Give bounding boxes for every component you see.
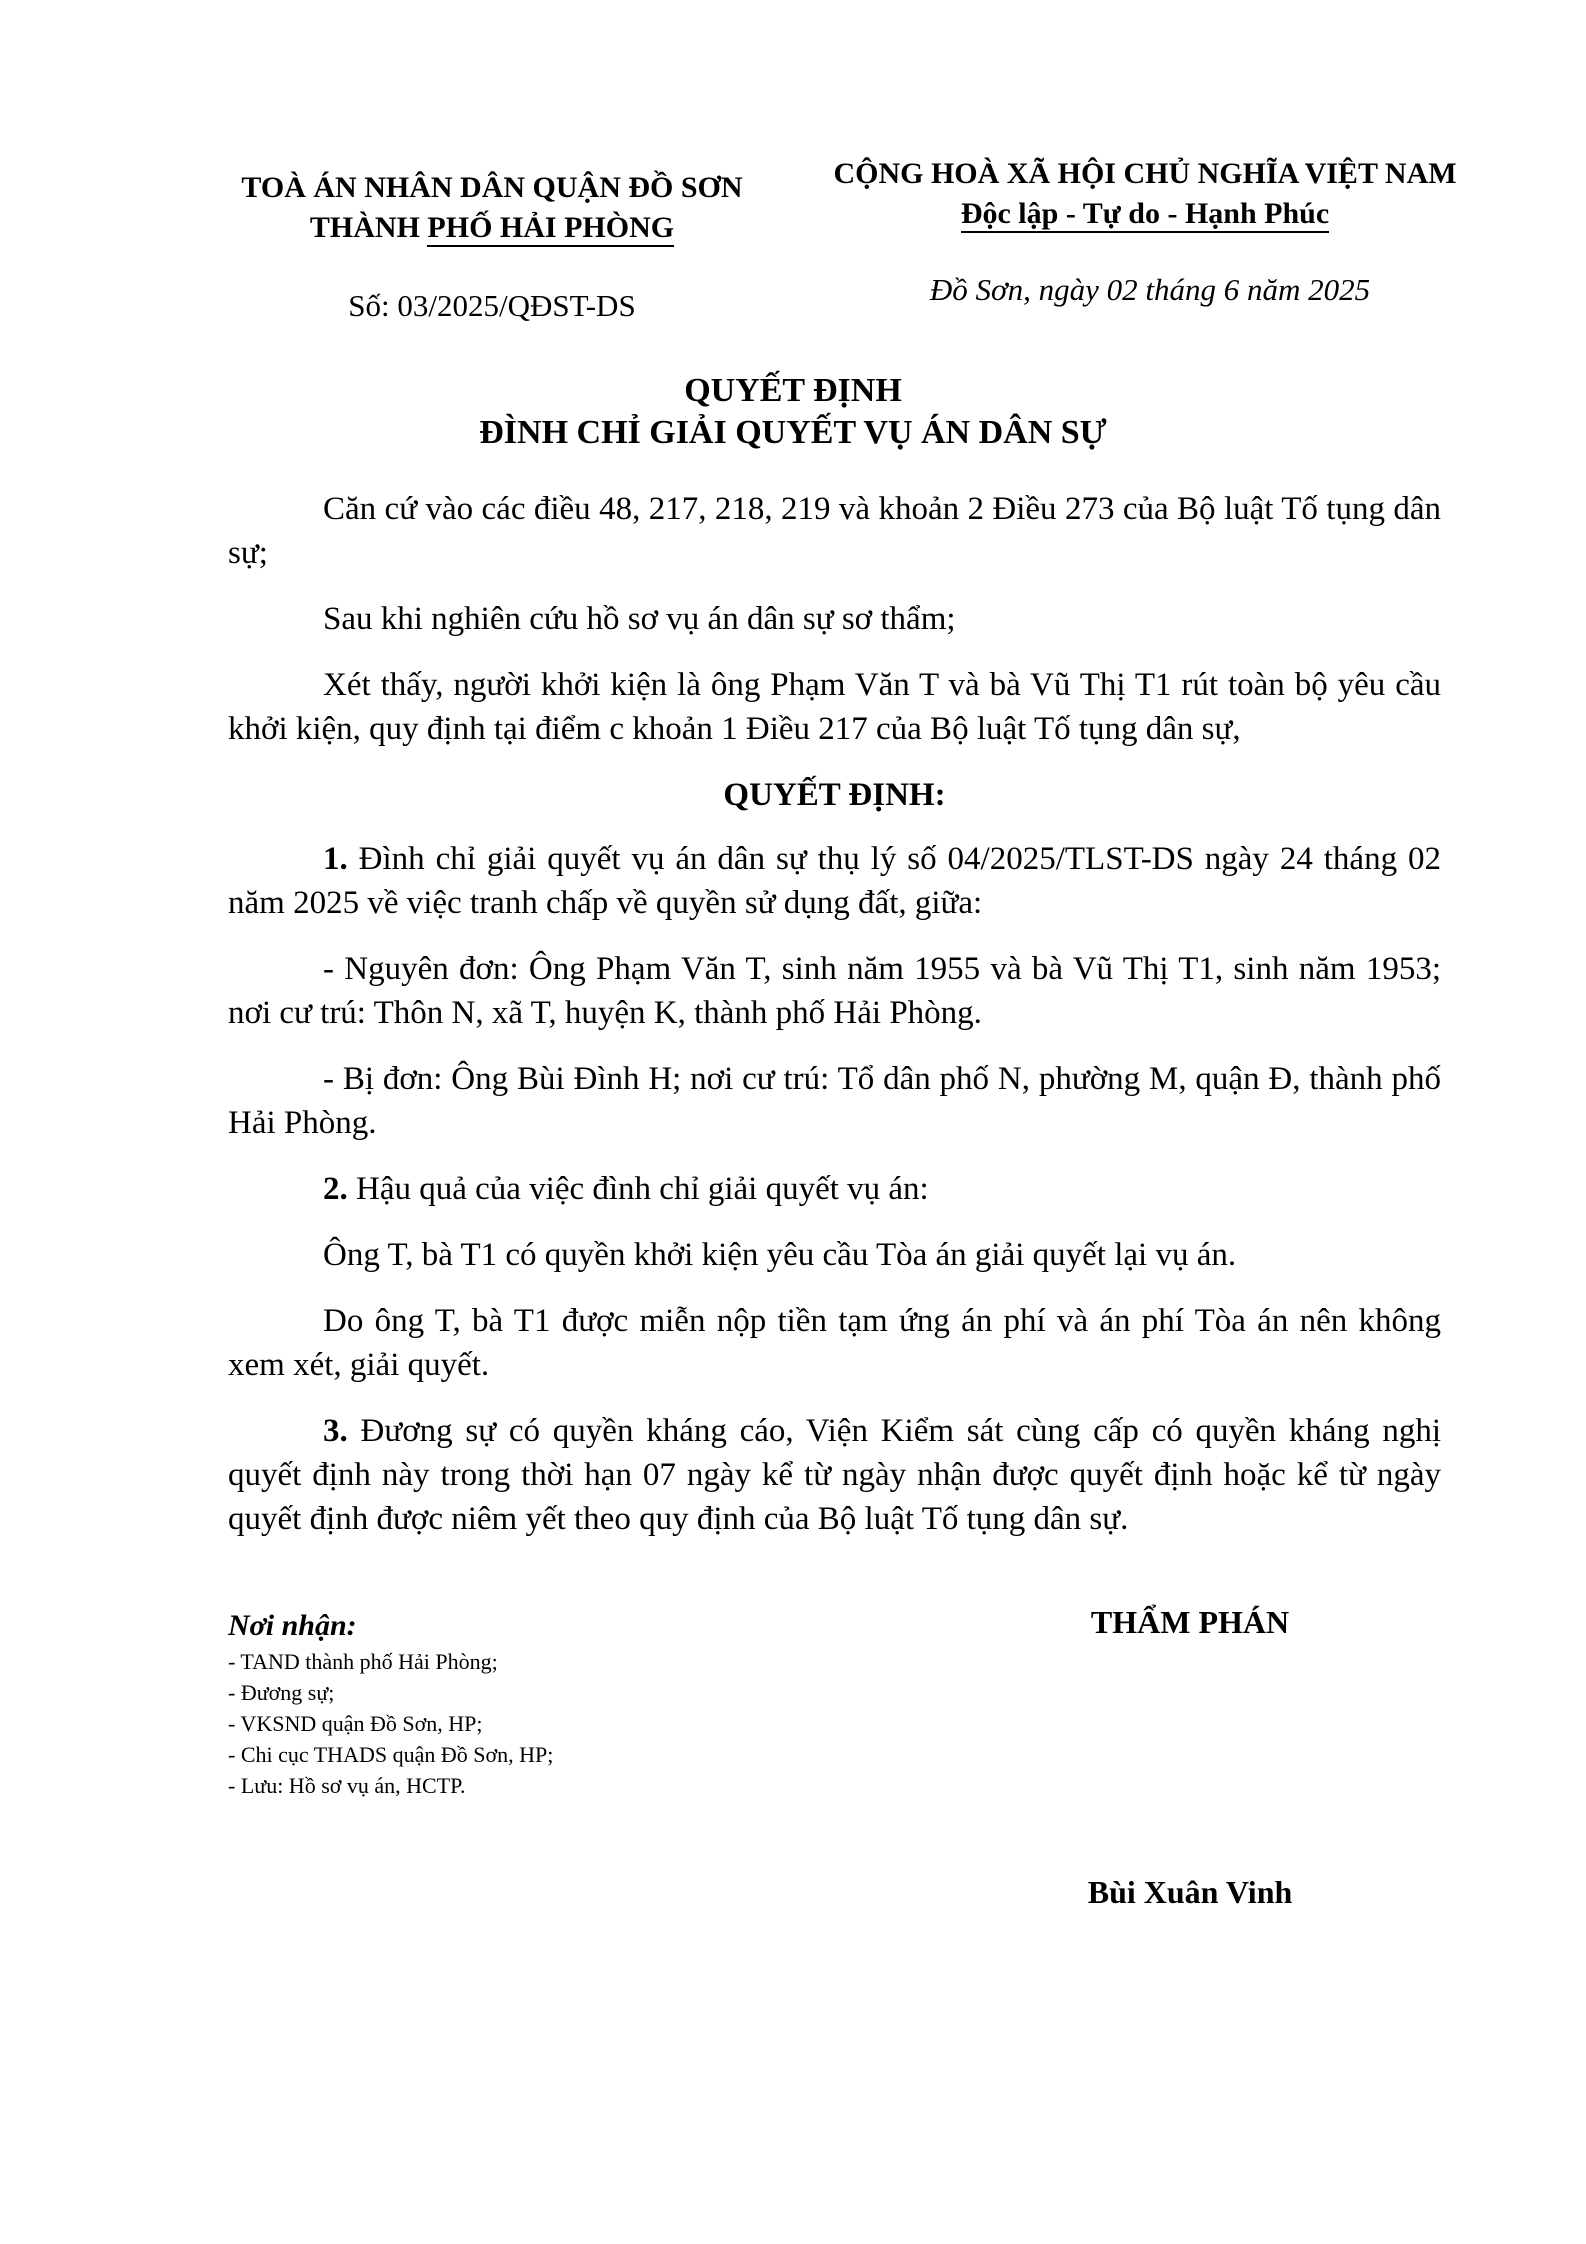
consequence-paragraph-2: Do ông T, bà T1 được miễn nộp tiền tạm ứng án phí và án phí Tòa án nên không xem xét, giải quyết. bbox=[228, 1303, 1441, 1383]
court-header bbox=[198, 168, 786, 248]
plaintiff-paragraph: - Nguyên đơn: Ông Phạm Văn T, sinh năm 1955 và bà Vũ Thị T1, sinh năm 1953; nơi cư trú: Thôn N, xã T, huyện K, thành phố Hải Phòng. bbox=[228, 951, 1441, 1031]
recipient-item: - Chi cục THADS quận Đồ Sơn, HP; bbox=[228, 1742, 554, 1767]
signer-name: Bùi Xuân Vinh bbox=[1087, 1874, 1293, 1910]
defendant-paragraph: - Bị đơn: Ông Bùi Đình H; nơi cư trú: Tổ dân phố N, phường M, quận Đ, thành phố Hải Phòng. bbox=[228, 1061, 1441, 1141]
court-city bbox=[198, 208, 786, 248]
review-paragraph: Sau khi nghiên cứu hồ sơ vụ án dân sự sơ thẩm; bbox=[323, 601, 956, 637]
document-subtitle: ĐÌNH CHỈ GIẢI QUYẾT VỤ ÁN DÂN SỰ bbox=[479, 414, 1107, 451]
item-1-number: 1. bbox=[323, 841, 348, 877]
decision-item-3 bbox=[228, 1409, 1441, 1541]
decision-heading: QUYẾT ĐỊNH: bbox=[723, 777, 946, 813]
recipient-item: - Lưu: Hồ sơ vụ án, HCTP. bbox=[228, 1773, 466, 1798]
court-name: TOÀ ÁN NHÂN DÂN QUẬN ĐỒ SƠN bbox=[241, 171, 743, 204]
legal-basis-paragraph: Căn cứ vào các điều 48, 217, 218, 219 và khoản 2 Điều 273 của Bộ luật Tố tụng dân sự; bbox=[228, 491, 1441, 571]
recipient-item: - TAND thành phố Hải Phòng; bbox=[228, 1649, 498, 1674]
decision-item-1 bbox=[228, 837, 1441, 925]
recipient-item: - VKSND quận Đồ Sơn, HP; bbox=[228, 1711, 483, 1736]
recipients-heading: Nơi nhận: bbox=[228, 1609, 357, 1642]
motto bbox=[800, 194, 1490, 234]
item-2-text: Hậu quả của việc đình chỉ giải quyết vụ án: bbox=[347, 1171, 929, 1207]
national-header bbox=[800, 154, 1490, 234]
country-name: CỘNG HOÀ XÃ HỘI CHỦ NGHĨA VIỆT NAM bbox=[833, 157, 1457, 190]
item-3-number: 3. bbox=[323, 1413, 348, 1449]
place-date: Đồ Sơn, ngày 02 tháng 6 năm 2025 bbox=[929, 272, 1371, 307]
court-city-underlined: PHỐ HẢI PHÒNG bbox=[427, 211, 674, 247]
item-1-text: Đình chỉ giải quyết vụ án dân sự thụ lý số 04/2025/TLST-DS ngày 24 tháng 02 năm 2025 về việc tranh chấp về quyền sử dụng đất, giữa: bbox=[228, 841, 1441, 921]
item-2-number: 2. bbox=[323, 1171, 348, 1207]
item-3-text: Đương sự có quyền kháng cáo, Viện Kiểm sát cùng cấp có quyền kháng nghị quyết định này trong thời hạn 07 ngày kể từ ngày nhận được quyết định hoặc kể từ ngày quyết định được niêm yết theo quy định của Bộ luật Tố tụng dân sự. bbox=[228, 1413, 1441, 1537]
decision-number: Số: 03/2025/QĐST-DS bbox=[348, 288, 636, 323]
recipients-block bbox=[228, 1606, 878, 1801]
court-city-prefix: THÀNH bbox=[309, 211, 428, 244]
signer-title: THẨM PHÁN bbox=[1090, 1604, 1290, 1640]
decision-item-2 bbox=[228, 1167, 1441, 1211]
consideration-paragraph: Xét thấy, người khởi kiện là ông Phạm Văn T và bà Vũ Thị T1 rút toàn bộ yêu cầu khởi kiện, quy định tại điểm c khoản 1 Điều 217 của Bộ luật Tố tụng dân sự, bbox=[228, 667, 1441, 747]
motto-text: Độc lập - Tự do - Hạnh Phúc bbox=[961, 197, 1329, 233]
document-body bbox=[228, 487, 1441, 1563]
document-title: QUYẾT ĐỊNH bbox=[684, 372, 902, 409]
consequence-paragraph-1: Ông T, bà T1 có quyền khởi kiện yêu cầu Tòa án giải quyết lại vụ án. bbox=[323, 1237, 1237, 1273]
recipient-item: - Đương sự; bbox=[228, 1680, 335, 1705]
